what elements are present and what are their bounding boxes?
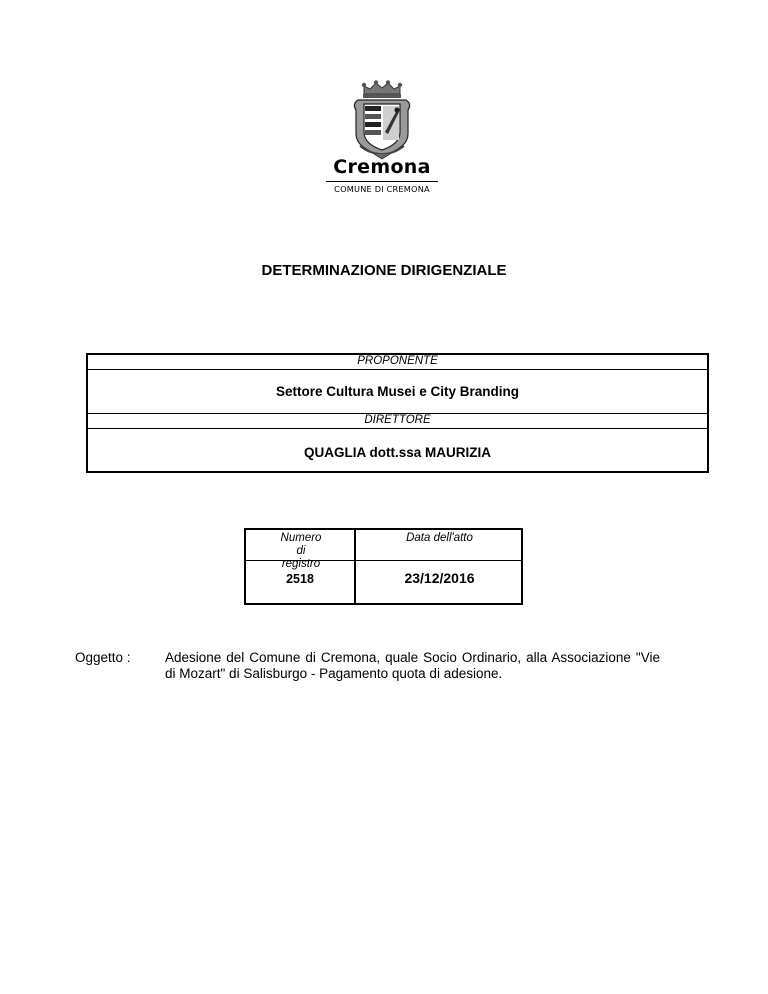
registry-date-value: 23/12/2016 [404, 570, 475, 586]
subject-text: Adesione del Comune di Cremona, quale Socio Ordinario, alla Associazione "Vie di Mozart" di Salisburgo - Pagamento quota di adesione. [165, 650, 660, 681]
director-label: DIRETTORE [364, 414, 431, 426]
registry-number-label: Numero di registro [280, 532, 322, 570]
proponent-label: PROPONENTE [357, 355, 438, 367]
logo-divider [326, 181, 438, 182]
divider [88, 369, 707, 370]
divider [88, 428, 707, 429]
subject-label: Oggetto : [75, 650, 131, 665]
proponent-value: Settore Cultura Musei e City Branding [275, 384, 520, 399]
document-title: DETERMINAZIONE DIRIGENZIALE [261, 262, 507, 279]
registry-date-label: Data dell'atto [406, 532, 473, 544]
registry-number-value: 2518 [286, 572, 314, 586]
coat-of-arms-icon [348, 80, 416, 160]
proponent-box [86, 353, 709, 473]
director-value: QUAGLIA dott.ssa MAURIZIA [304, 445, 491, 460]
city-subtitle: COMUNE DI CREMONA [334, 184, 430, 194]
city-name: Cremona [333, 156, 431, 178]
registry-table [244, 528, 523, 605]
city-logo [320, 80, 444, 196]
